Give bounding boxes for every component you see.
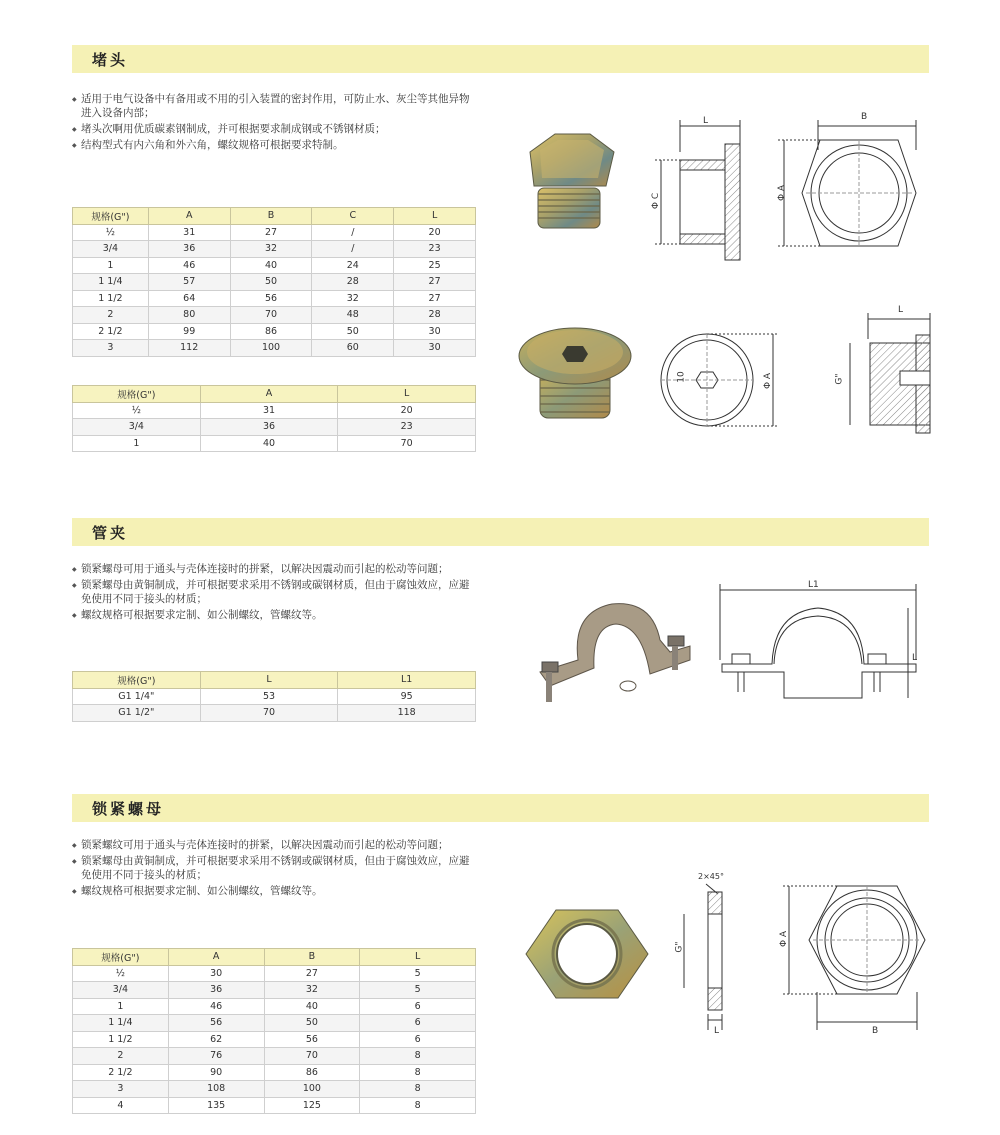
table-row [73, 965, 476, 982]
table-cell: 46 [168, 998, 264, 1015]
table-cell: 1 1/4 [73, 274, 149, 291]
table-cell: 1 1/2 [73, 1031, 169, 1048]
table-row [73, 1031, 476, 1048]
table-header: L [360, 949, 476, 966]
dim-label-phi-C: Φ C [651, 192, 662, 210]
table-header: 规格(G") [73, 386, 201, 403]
table-row [73, 224, 476, 241]
table-cell: 27 [394, 290, 476, 307]
dim-label-G-nut: G" [674, 941, 685, 953]
table-cell: ½ [73, 965, 169, 982]
table-cell: 36 [200, 419, 338, 436]
pipe-clamp-photo [520, 590, 700, 710]
table-row [73, 1048, 476, 1065]
table-cell: 1 [73, 257, 149, 274]
section-title: 管夹 [92, 523, 129, 542]
table-cell: 6 [360, 998, 476, 1015]
table-cell: 3/4 [73, 419, 201, 436]
table-cell: 3 [73, 340, 149, 357]
table-header: B [230, 208, 312, 225]
table-header: 规格(G") [73, 672, 201, 689]
table-cell: 1 1/2 [73, 290, 149, 307]
table-row [73, 1097, 476, 1114]
dim-label-B-nut: B [872, 1026, 879, 1036]
table-row [73, 688, 476, 705]
table-cell: 53 [200, 688, 338, 705]
table-cell: 70 [264, 1048, 360, 1065]
table-cell: 70 [338, 435, 476, 452]
table-cell: 56 [168, 1015, 264, 1032]
hex-plug-photo [510, 128, 630, 238]
dim-label-L: L [703, 116, 709, 126]
table-cell: 5 [360, 982, 476, 999]
table-row [73, 340, 476, 357]
table-row [73, 1081, 476, 1098]
table-header: L [338, 386, 476, 403]
table-header: 规格(G") [73, 208, 149, 225]
feature-list [72, 562, 472, 622]
dim-label-G-socket: G" [834, 373, 845, 385]
table-cell: 31 [148, 224, 230, 241]
table-header: A [148, 208, 230, 225]
dim-label-L-clamp: L [912, 653, 918, 663]
table-row [73, 419, 476, 436]
table-cell: 86 [230, 323, 312, 340]
table-cell: 2 1/2 [73, 323, 149, 340]
table-cell: 5 [360, 965, 476, 982]
table-header: 规格(G") [73, 949, 169, 966]
table-cell: G1 1/4" [73, 688, 201, 705]
table-cell: 30 [394, 323, 476, 340]
lock-nut-front-drawing [775, 882, 935, 1042]
table-cell: G1 1/2" [73, 705, 201, 722]
dim-label-phi-A-socket: Φ A [763, 372, 774, 390]
table-cell: 50 [264, 1015, 360, 1032]
feature-item: ◆ 结构型式有内六角和外六角，螺纹规格可根据要求特制。 [72, 138, 472, 152]
table-cell: 40 [264, 998, 360, 1015]
table-cell: 36 [168, 982, 264, 999]
table-cell: / [312, 241, 394, 258]
section-title-band [72, 518, 929, 546]
dim-label-L-socket: L [898, 305, 904, 315]
table-header: L [200, 672, 338, 689]
dim-label-chamfer: 2×45° [698, 872, 724, 881]
table-cell: ½ [73, 224, 149, 241]
table-cell: 2 1/2 [73, 1064, 169, 1081]
table-cell: 60 [312, 340, 394, 357]
table-cell: 27 [264, 965, 360, 982]
table-cell: 108 [168, 1081, 264, 1098]
table-cell: 48 [312, 307, 394, 324]
table-cell: 8 [360, 1064, 476, 1081]
dim-label-L-nut: L [714, 1026, 720, 1036]
feature-item: ◆ 适用于电气设备中有备用或不用的引入装置的密封作用，可防止水、灰尘等其他异物进入设备内部； [72, 92, 472, 120]
table-row [73, 323, 476, 340]
table-cell: 1 1/4 [73, 1015, 169, 1032]
spec-table-socket-plug [72, 385, 476, 452]
hex-plug-side-drawing [645, 112, 755, 272]
table-cell: 27 [394, 274, 476, 291]
table-header: A [168, 949, 264, 966]
table-cell: 8 [360, 1097, 476, 1114]
dim-label-L1: L1 [808, 580, 819, 590]
table-cell: 112 [148, 340, 230, 357]
table-row [73, 705, 476, 722]
table-cell: 3/4 [73, 241, 149, 258]
table-cell: 100 [264, 1081, 360, 1098]
feature-item: ◆ 螺纹规格可根据要求定制、如公制螺纹，管螺纹等。 [72, 608, 472, 622]
spec-table-lock-nut [72, 948, 476, 1114]
table-cell: 125 [264, 1097, 360, 1114]
section-title-band [72, 794, 929, 822]
table-header: A [200, 386, 338, 403]
table-cell: 50 [230, 274, 312, 291]
table-cell: 31 [200, 402, 338, 419]
table-header: B [264, 949, 360, 966]
table-cell: 95 [338, 688, 476, 705]
lock-nut-side-drawing [670, 870, 740, 1040]
table-cell: 28 [394, 307, 476, 324]
table-cell: 50 [312, 323, 394, 340]
table-cell: / [312, 224, 394, 241]
section-title-band [72, 45, 929, 73]
table-cell: 2 [73, 307, 149, 324]
table-cell: 6 [360, 1015, 476, 1032]
feature-list [72, 92, 472, 152]
table-cell: 8 [360, 1081, 476, 1098]
hex-plug-front-drawing [770, 120, 930, 270]
table-cell: 57 [148, 274, 230, 291]
table-cell: 8 [360, 1048, 476, 1065]
feature-item: ◆ 锁紧螺母由黄铜制成，并可根据要求采用不锈钢或碳钢材质，但由于腐蚀效应，应避免使用不同于接头的材质； [72, 854, 472, 882]
dim-label-B: B [861, 112, 868, 122]
table-cell: 76 [168, 1048, 264, 1065]
table-cell: 80 [148, 307, 230, 324]
table-cell: 70 [200, 705, 338, 722]
table-cell: 70 [230, 307, 312, 324]
table-cell: 90 [168, 1064, 264, 1081]
table-cell: 64 [148, 290, 230, 307]
table-cell: 56 [264, 1031, 360, 1048]
spec-table-pipe-clamp [72, 671, 476, 722]
dim-label-phi-A: Φ A [777, 184, 788, 202]
feature-list [72, 838, 472, 898]
table-cell: 99 [148, 323, 230, 340]
table-cell: 1 [73, 998, 169, 1015]
table-cell: 25 [394, 257, 476, 274]
table-cell: 32 [230, 241, 312, 258]
table-row [73, 307, 476, 324]
table-cell: 135 [168, 1097, 264, 1114]
table-cell: 40 [200, 435, 338, 452]
socket-plug-photo [510, 318, 640, 428]
table-cell: 23 [338, 419, 476, 436]
table-cell: 86 [264, 1064, 360, 1081]
table-cell: 46 [148, 257, 230, 274]
feature-item: ◆ 锁紧螺纹可用于通头与壳体连接时的拼紧，以解决因震动而引起的松动等问题； [72, 838, 472, 852]
section-title: 堵头 [92, 50, 129, 69]
table-cell: 27 [230, 224, 312, 241]
feature-item: ◆ 锁紧螺母由黄铜制成，并可根据要求采用不锈钢或碳钢材质，但由于腐蚀效应，应避免使用不同于接头的材质； [72, 578, 472, 606]
table-cell: 23 [394, 241, 476, 258]
table-cell: 24 [312, 257, 394, 274]
table-cell: 40 [230, 257, 312, 274]
table-cell: 3/4 [73, 982, 169, 999]
table-cell: 2 [73, 1048, 169, 1065]
table-cell: 3 [73, 1081, 169, 1098]
table-cell: 32 [264, 982, 360, 999]
feature-item: ◆ 螺纹规格可根据要求定制、如公制螺纹，管螺纹等。 [72, 884, 472, 898]
table-row [73, 982, 476, 999]
table-cell: 56 [230, 290, 312, 307]
table-cell: 20 [394, 224, 476, 241]
table-row [73, 435, 476, 452]
dim-label-hex-10: 10 [676, 371, 687, 383]
table-header: L1 [338, 672, 476, 689]
socket-plug-side-drawing [840, 305, 940, 435]
table-cell: 36 [148, 241, 230, 258]
table-header: C [312, 208, 394, 225]
feature-item: ◆ 锁紧螺母可用于通头与壳体连接时的拼紧，以解决因震动而引起的松动等问题； [72, 562, 472, 576]
table-cell: ½ [73, 402, 201, 419]
table-cell: 100 [230, 340, 312, 357]
table-header: L [394, 208, 476, 225]
table-row [73, 257, 476, 274]
pipe-clamp-drawing [712, 580, 932, 720]
table-cell: 20 [338, 402, 476, 419]
table-cell: 30 [394, 340, 476, 357]
dim-label-phi-A-nut: Φ A [779, 930, 790, 948]
table-row [73, 998, 476, 1015]
table-row [73, 1064, 476, 1081]
table-cell: 118 [338, 705, 476, 722]
section-title: 锁紧螺母 [92, 799, 165, 818]
table-row [73, 402, 476, 419]
table-row [73, 290, 476, 307]
table-cell: 32 [312, 290, 394, 307]
table-cell: 1 [73, 435, 201, 452]
table-cell: 4 [73, 1097, 169, 1114]
spec-table-hex-plug [72, 207, 476, 357]
table-cell: 62 [168, 1031, 264, 1048]
table-cell: 6 [360, 1031, 476, 1048]
table-row [73, 241, 476, 258]
lock-nut-photo [522, 898, 652, 1008]
feature-item: ◆ 堵头次啊用优质碳素钢制成，并可根据要求制成钢或不锈钢材质； [72, 122, 472, 136]
table-cell: 28 [312, 274, 394, 291]
table-row [73, 1015, 476, 1032]
table-cell: 30 [168, 965, 264, 982]
table-row [73, 274, 476, 291]
